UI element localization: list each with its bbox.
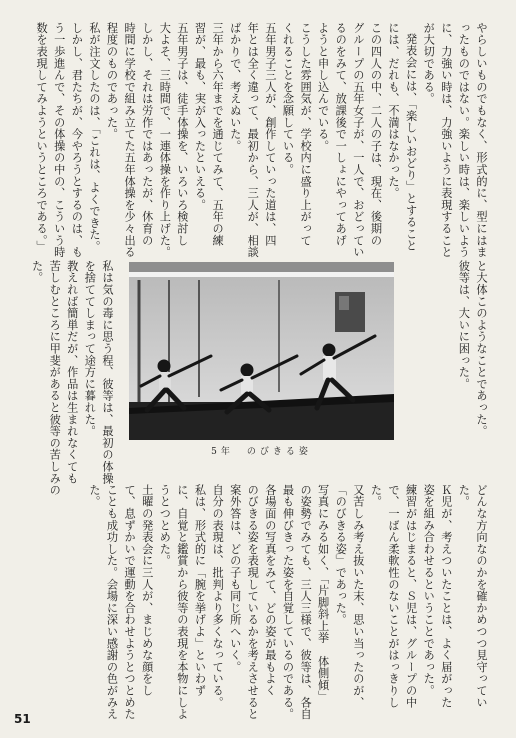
text-line: 習が、最も、実が入ったといえる。 [193, 22, 207, 211]
text-block-bottom [85, 484, 490, 720]
text-line: 私は、形式的に「腕を挙げよ」といわず [193, 484, 207, 697]
text-line: た。 [369, 484, 383, 508]
text-line: 私は気の毒に思う程、彼等は、最初の体操 [100, 260, 114, 485]
text-line: 姿を組み合わせるということであった。 [422, 484, 436, 697]
text-line: ようと申し込んでいる。 [316, 22, 330, 152]
photo-caption: 5年 のびきる姿 [211, 447, 312, 457]
text-line: しかし、君たちが、今やろうとするのは、も [70, 22, 84, 258]
text-line: るのをみて、放課後で一しょにやってあげ [334, 22, 348, 247]
text-line: 又苦しみ考え抜いた末、思い当ったのが、 [351, 484, 365, 709]
text-line: この四人の中、二人の子は、現在、後期の [369, 22, 383, 247]
text-line: しかし、それは労作ではあったが、休育の [140, 22, 154, 247]
text-line: 教えれば簡単だが、作品は生まれなくても [65, 260, 79, 485]
text-line: Ｋ児が、考えついたことは、よく届がった [439, 484, 453, 709]
text-line: 三年から六年までを通じてみて、五年の練 [211, 22, 225, 247]
text-line: グループの五年女子が、一人で、おどってい [351, 22, 365, 258]
text-line: の姿勢でみても、三人三様で、彼等は、各自 [299, 484, 313, 720]
text-line: こうした雰囲気が、学校内に盛り上がって [299, 22, 313, 247]
text-line: 彼等は、大いに困った。 [457, 260, 471, 390]
text-line: 写真にみる如く、「片脚斜上挙 体側傾」 [316, 484, 330, 703]
text-line: て、息ずかいで運動を合わせようとつとめた [123, 484, 137, 720]
text-line: うとつとめた。 [158, 484, 172, 567]
text-line: に、力強い時は、力強いように表現すること [439, 22, 453, 258]
text-line: う一歩進んで、その体操の中の、こういう時 [52, 22, 66, 258]
text-line: た。 [457, 484, 471, 508]
text-line: が大切である。 [422, 22, 436, 105]
text-line: のびきる姿を表現しているかを考えさせると [246, 484, 260, 720]
text-line: 五年男子三人が、創作していった道は、四 [263, 22, 277, 247]
text-line: ばかりで、考えぬいた。 [228, 22, 242, 152]
text-line: と大体このようなことであった。 [475, 260, 488, 437]
text-line: くれることを念願している。 [281, 22, 295, 176]
text-line: 土曜の発表会に三人が、まじめな顔をし [140, 484, 154, 697]
text-line: 私が注文したのは、「これは、よくできた。 [87, 22, 101, 253]
text-line: 程度のものであった。 [105, 22, 119, 140]
photo [129, 262, 394, 440]
text-line: ことも成功した。会場に深い感謝の色がみえ [105, 484, 119, 720]
text-line: で、一ばん柔軟性のないことがはっきりし [387, 484, 401, 709]
text-line: 各場面の写真をみて、どの姿が最もよく [263, 484, 277, 697]
page-number: 51 [14, 712, 31, 726]
text-line: 大よそ、三時間で、一連体操を作り上げた。 [158, 22, 172, 258]
text-line: 「のびきる姿」であった。 [334, 484, 348, 626]
text-line: どんな方向なのかを確かめつつ見守ってい [475, 484, 488, 709]
text-line: 練習がはじまると、Ｓ児は、グループの中 [404, 484, 418, 709]
text-line: 案外答は、どの子も同じ所へいく。 [228, 484, 242, 673]
text-line: 時間に学校で組み立てた五年体操を少々出る [123, 22, 137, 258]
text-line: 苦しむところに甲斐があると彼等の苦しみの [48, 260, 62, 496]
text-line: ったものではない。楽しい時は、楽しいよう [457, 22, 471, 258]
text-line: に、自覚と鑑賞から彼等の表現を本物にしよ [175, 484, 189, 720]
text-line: 数を表現してみようというところである。」 [35, 22, 49, 253]
text-line: 自分の表現は、批判より多くなっている。 [211, 484, 225, 709]
text-block-middle-left [28, 260, 116, 496]
text-line: を捨ててしまって途方に暮れた。 [83, 260, 97, 437]
text-line: た。 [30, 260, 44, 284]
text-line: には、だれも、不満はなかった。 [387, 22, 401, 199]
text-line: 五年男子は、徒手体操を、いろいろ検討し [175, 22, 189, 247]
text-block-top [33, 22, 490, 258]
text-line: 年とは全く違って、最初から、三人が、相談 [246, 22, 260, 258]
text-line: 発表会には、「楽しいおどり」とすること [404, 33, 418, 252]
photo-image [129, 262, 394, 440]
text-line: た。 [87, 484, 101, 508]
text-line: 最も伸びきった姿を自覚しているのである。 [281, 484, 295, 720]
text-line: やらしいものでもなく、形式的に、型にはま [475, 22, 488, 258]
text-block-middle-right [455, 260, 490, 466]
